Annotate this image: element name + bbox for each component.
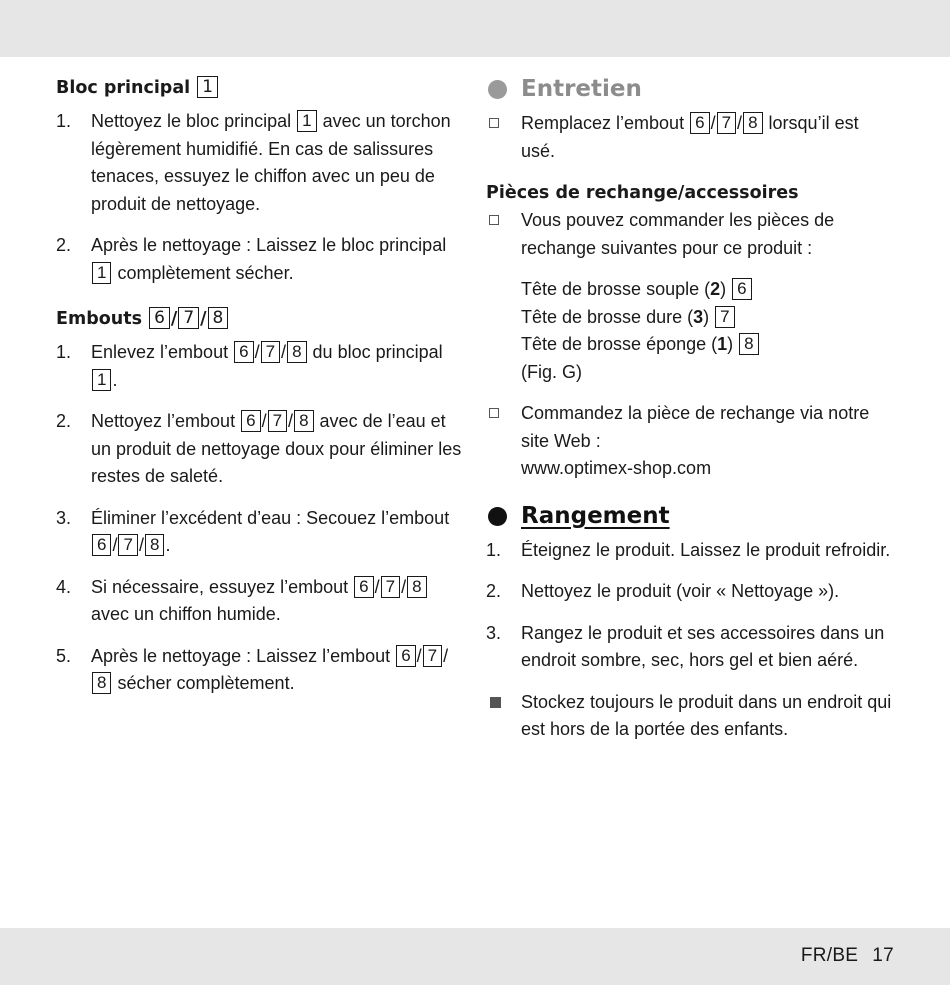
checkbox-bullet-icon: [489, 118, 499, 128]
square-bullet-icon: [490, 697, 501, 708]
part-line: Tête de brosse souple (2) 6: [521, 276, 896, 304]
right-column: [486, 74, 896, 744]
checkbox-bullet-icon: [489, 215, 499, 225]
list-item: 5. Après le nettoyage : Laissez l’embout 6 / 7 /8 sécher complètement.: [56, 645, 449, 693]
pieces-heading: Pièces de rechange/accessoires: [486, 183, 799, 203]
list-item: Vous pouvez commander les pièces de rechange suivantes pour ce produit :: [486, 207, 896, 262]
locale-label: FR/BE: [800, 945, 859, 966]
part-line: Tête de brosse éponge (1) 8: [521, 331, 896, 359]
page-number: 17: [872, 945, 894, 966]
list-item: 1. Nettoyez le bloc principal 1 avec un torchon légèrement humidifié. En cas de salissures tenaces, essuyez le chiffon avec un peu de produit de nettoyage.: [56, 111, 451, 214]
top-band: [0, 0, 950, 57]
checkbox-bullet-icon: [489, 408, 499, 418]
list-item: 4. Si nécessaire, essuyez l’embout 6 / 7 / 8 avec un chiffon humide.: [56, 574, 466, 629]
list-item: Stockez toujours le produit dans un endroit qui est hors de la portée des enfants.: [486, 689, 896, 744]
list-item: 1. Enlevez l’embout 6 / 7 / 8 du bloc principal 1 .: [56, 342, 443, 390]
fig-reference: (Fig. G): [521, 361, 582, 382]
list-item: Commandez la pièce de rechange via notre site Web : www.optimex-shop.com: [486, 400, 896, 483]
parts-list: [486, 276, 896, 386]
entretien-heading: Entretien: [486, 74, 896, 106]
list-item: Remplacez l’embout 6 / 7 / 8 lorsqu’il est usé.: [486, 110, 896, 165]
list-item: 2. Après le nettoyage : Laissez le bloc principal 1 complètement sécher.: [56, 235, 447, 283]
bloc-principal-heading: Bloc principal 1: [56, 74, 466, 102]
list-item: 2. Nettoyez le produit (voir « Nettoyage »).: [486, 581, 840, 601]
list-item: 3. Éliminer l’excédent d’eau : Secouez l’embout 6 / 7 / 8 .: [56, 507, 450, 555]
list-item: 2. Nettoyez l’embout 6 / 7 / 8 avec de l’eau et un produit de nettoyage doux pour éliminer les restes de saleté.: [56, 411, 462, 486]
bullet-dot-icon: [488, 80, 507, 99]
left-column: [56, 74, 466, 698]
list-item: 3. Rangez le produit et ses accessoires dans un endroit sombre, sec, hors gel et bien aéré.: [486, 622, 885, 670]
page-footer: [801, 945, 894, 967]
list-item: 1. Éteignez le produit. Laissez le produit refroidir.: [486, 539, 891, 560]
embouts-heading: Embouts 6 / 7 / 8: [56, 305, 466, 333]
website-text: www.optimex-shop.com: [521, 458, 712, 478]
rangement-heading: Rangement: [486, 501, 896, 533]
bullet-dot-icon: [488, 507, 507, 526]
part-line: Tête de brosse dure (3) 7: [521, 304, 896, 332]
